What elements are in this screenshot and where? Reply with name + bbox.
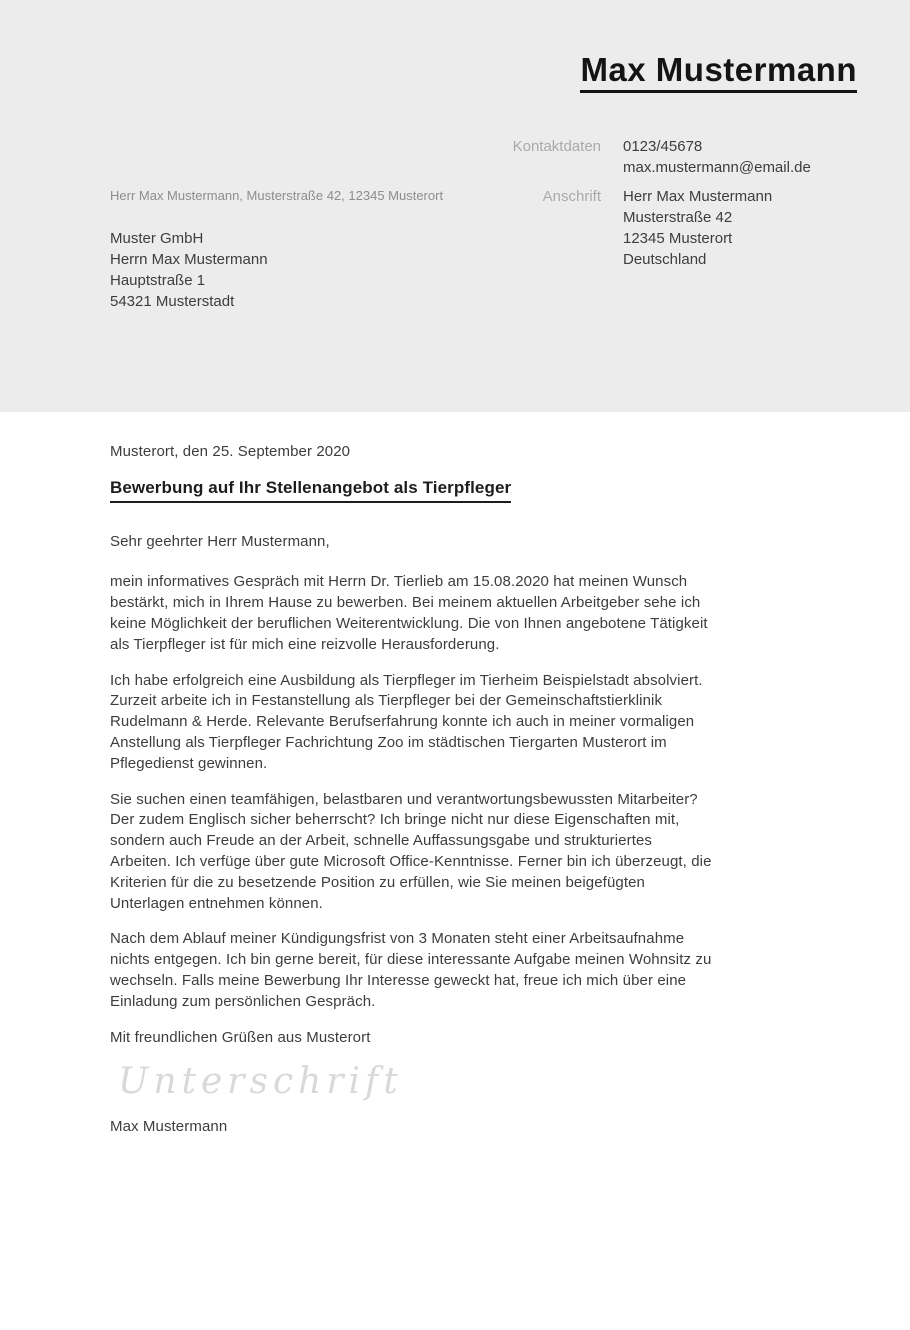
- body-paragraph: Sie suchen einen teamfähigen, belastbaren und verantwortungsbewussten Mitarbeiter? Der zudem Englisch sicher beherrscht? Ich bringe nicht nur diese Eigenschaften mit, sondern auch Freude an der Arbeit, schnelle Auffassungsgabe und strukturiertes Arbeiten. Ich verfüge über gute Microsoft Office-Kenntnisse. Ferner bin ich überzeugt, die Kriterien für die zu besetzende Position zu erfüllen, wie Sie meinen beigefügten Unterlagen entnehmen können.: [110, 790, 712, 912]
- address-line: Musterstraße 42: [623, 209, 733, 226]
- address-block: [509, 186, 772, 270]
- handwritten-signature: Unterschrift: [118, 1061, 403, 1103]
- signature-name: Max Mustermann: [110, 1118, 228, 1136]
- subject-line: Bewerbung auf Ihr Stellenangebot als Tierpfleger: [110, 478, 511, 503]
- email-value: max.mustermann@email.de: [623, 159, 811, 176]
- address-lines: [623, 186, 772, 270]
- address-line: Deutschland: [623, 251, 707, 268]
- address-line: Herr Max Mustermann: [623, 188, 773, 205]
- recipient-block: [110, 228, 268, 312]
- salutation: Sehr geehrter Herr Mustermann,: [110, 532, 330, 550]
- recipient-line: 54321 Musterstadt: [110, 293, 235, 310]
- contact-label: Kontaktdaten: [512, 138, 601, 155]
- contact-block: [509, 136, 811, 178]
- body-paragraph: Ich habe erfolgreich eine Ausbildung als Tierpfleger im Tierheim Beispielstadt absolviert. Zurzeit arbeite ich in Festanstellung als Tierpfleger bei der Gemeinschaftstierklinik Rudelmann & Herde. Relevante Berufserfahrung konnte ich auch in meiner vormaligen Anstellung als Tierpfleger Fachrichtung Zoo im städtischen Tiergarten Musterort im Pflegedienst gewinnen.: [110, 671, 703, 772]
- letter-body: [110, 442, 714, 1138]
- recipient-line: Herrn Max Mustermann: [110, 251, 268, 268]
- body-paragraph: Nach dem Ablauf meiner Kündigungsfrist von 3 Monaten steht einer Arbeitsaufnahme nichts entgegen. Ich bin gerne bereit, für diese interessante Aufgabe meinen Wohnsitz zu wechseln. Falls meine Bewerbung Ihr Interesse geweckt hat, freue ich mich über eine Einladung zum persönlichen Gespräch.: [110, 930, 712, 1010]
- applicant-name-title: Max Mustermann: [580, 53, 857, 93]
- recipient-line: Muster GmbH: [110, 230, 204, 247]
- recipient-line: Hauptstraße 1: [110, 272, 206, 289]
- date-line: Musterort, den 25. September 2020: [110, 443, 351, 460]
- phone-value: 0123/45678: [623, 138, 703, 155]
- sender-line: Herr Max Mustermann, Musterstraße 42, 12345 Musterort: [110, 188, 444, 203]
- address-label: Anschrift: [542, 188, 601, 205]
- closing-line: Mit freundlichen Grüßen aus Musterort: [110, 1028, 371, 1046]
- body-paragraph: mein informatives Gespräch mit Herrn Dr. Tierlieb am 15.08.2020 hat meinen Wunsch bestärkt, mich in Ihrem Hause zu bewerben. Bei meinem aktuellen Arbeitgeber sehe ich keine Möglichkeit der beruflichen Weiterentwicklung. Die von Ihnen angebotene Tätigkeit als Tierpfleger ist für mich eine reizvolle Herausforderung.: [110, 573, 708, 653]
- address-line: 12345 Musterort: [623, 230, 733, 247]
- contact-label-spacer: [509, 157, 601, 178]
